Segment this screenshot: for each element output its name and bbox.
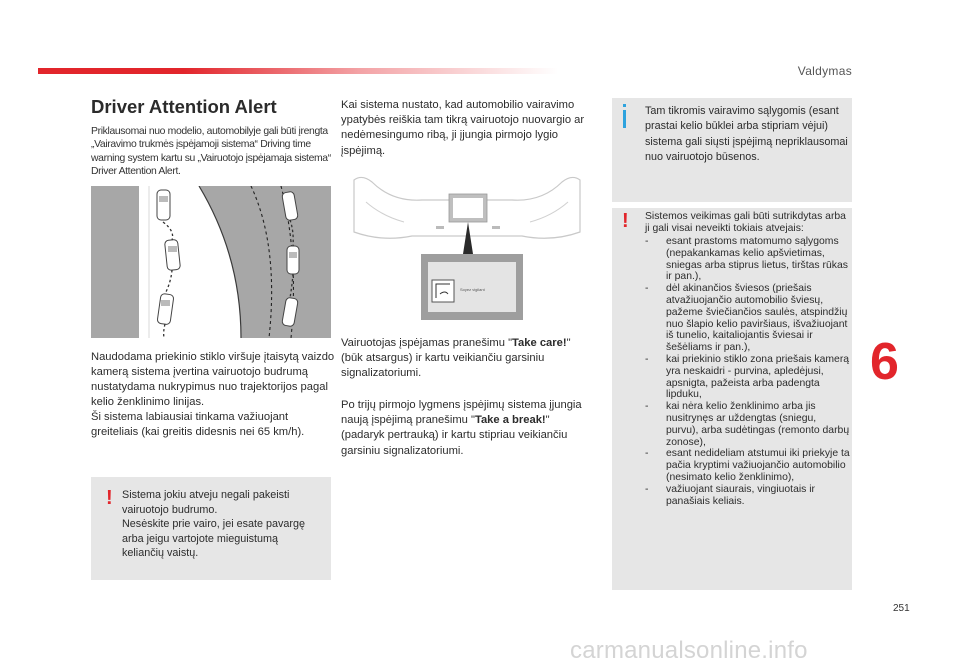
page-title: Driver Attention Alert (91, 96, 277, 117)
camera-paragraph: Naudodama priekinio stiklo viršuje įtaisytą vaizdo kamerą sistema įvertina vairuotojo budrumą nustatydama nukrypimus nuo trajektorijos pagal kelio ženklinimo linijas. (91, 351, 335, 408)
camera-description (91, 350, 337, 440)
text-span: Po trijų pirmojo lygmens įspėjimų sistema įjungia naują įspėjimą pranešimu " (341, 399, 582, 427)
instrument-cluster-illustration (352, 172, 582, 322)
alert-intro-paragraph: Kai sistema nustato, kad automobilio vairavimo ypatybės reiškia tam tikrą vairuotojo nuovargio ar nedėmesingumo ribą, ji įjungia pirmojo lygio įspėjimą. (341, 99, 585, 157)
list-dash: - (645, 353, 649, 365)
list-item (645, 354, 851, 401)
list-item-text: važiuojant siaurais, vingiuotais ir panašiais keliais. (666, 483, 816, 507)
list-item (645, 448, 851, 483)
warning-icon: ! (106, 487, 113, 509)
list-item-text: esant nedideliam atstumui iki priekyje ta pačia kryptimi važiuojančio automobilio (nesimato kelio ženklinimo), (666, 448, 850, 483)
text-span: " (padaryk pertrauką) ir kartu stipriau veikiančiu garsiniu signalizatoriumi. (341, 414, 568, 457)
cluster-screen-label: Soyez vigilant (460, 287, 485, 292)
list-item (645, 236, 851, 283)
header-accent-bar (38, 68, 558, 74)
warning-box-limitations (612, 208, 852, 590)
info-icon-dot (623, 104, 626, 107)
cluster-drawing (352, 172, 582, 322)
list-item (645, 401, 851, 448)
list-dash: - (645, 483, 649, 495)
road-drawing (91, 186, 331, 338)
info-box-conditions (612, 98, 852, 202)
list-dash: - (645, 448, 649, 460)
info-text: Tam tikromis vairavimo sąlygomis (esant prastai kelio būklei arba stipriam vėjui) sistema gali siųsti įspėjimą nepriklausomai nuo vairuotojo būsenos. (645, 105, 848, 163)
text-span: Vairuotojas įspėjamas pranešimu " (341, 337, 513, 349)
take-a-break-paragraph (341, 398, 591, 459)
section-title: Valdymas (797, 64, 852, 78)
list-item (645, 484, 851, 508)
warning-icon: ! (622, 210, 629, 232)
speed-paragraph: Ši sistema labiausiai tinkama važiuojant greiteliais (kai greitis didesnis nei 65 km/h). (91, 411, 305, 438)
text-span: " (būk atsargus) ir kartu veikiančiu garsiniu signalizatoriumi. (341, 337, 571, 380)
take-a-break-message: Take a break! (474, 414, 546, 427)
watermark: carmanualsonline.info (570, 637, 808, 664)
subtitle: Priklausomai nuo modelio, automobilyje gali būti įrengta „Vairavimo trukmės įspėjamoji sistema“ Driving time warning system kartu su „Vairuotojo įspėjamaja sistema“ Driver Attention Alert. (91, 126, 331, 178)
limitations-list (645, 236, 851, 507)
list-item-text: dėl akinančios šviesos (priešais atvažiuojančio automobilio šviesų, pažeme šviečiančios saulės, atspindžių nuo šlapio kelio paviršiaus, išvažiuojant iš tunelio, kaitaliojantis šviesai ir šešėliams ir pan.), (666, 283, 848, 354)
chapter-number: 6 (870, 333, 899, 391)
page-number: 251 (893, 603, 910, 614)
list-item (645, 283, 851, 354)
take-care-paragraph (341, 336, 591, 382)
info-icon (623, 110, 626, 128)
road-trajectory-illustration (91, 186, 331, 338)
list-item-text: kai nėra kelio ženklinimo arba jis nusitrynęs ar uždengtas (sniegu, purvu), arba sudėtingas (remonto darbų zonose), (666, 401, 850, 448)
list-item-text: kai priekinio stiklo zona priešais kamerą yra neskaidri - purvina, apledėjusi, apsnigta, pažeista arba padengta lipduku, (666, 353, 850, 401)
take-care-message: Take care! (512, 337, 567, 349)
list-dash: - (645, 283, 649, 295)
warning-box-alertness (91, 477, 331, 580)
warning-lead: Sistemos veikimas gali būti sutrikdytas arba ji gali visai neveikti tokiais atvejais: (645, 211, 846, 234)
list-item-text: esant prastoms matomumo sąlygoms (nepakankamas kelio apšvietimas, sniegas arba stiprus lietus, tirštas rūkas ir pan.), (666, 236, 848, 283)
list-dash: - (645, 401, 649, 413)
warning-line: Sistema jokiu atveju negali pakeisti vairuotojo budrumo. (122, 489, 290, 516)
warning-line: Nesėskite prie vairo, jei esate pavargę arba jeigu vartojote mieguistumą keliančių vaistų. (122, 518, 306, 559)
list-dash: - (645, 236, 649, 247)
